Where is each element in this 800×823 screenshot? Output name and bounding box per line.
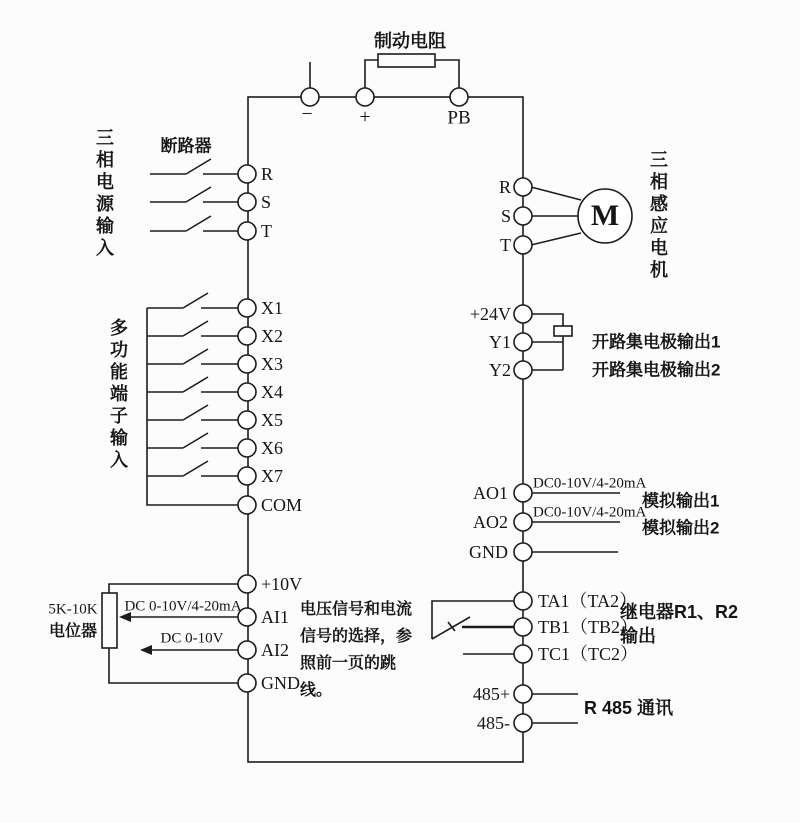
breaker-switches	[150, 159, 238, 231]
breaker-label: 断路器	[160, 136, 212, 156]
rs485-comm-label: R 485 通讯	[584, 698, 674, 718]
left-terminal-S: S	[261, 192, 272, 212]
terminal-485minus: 485-	[477, 713, 510, 733]
terminal-AO2: AO2	[473, 512, 508, 532]
terminal-Y1: Y1	[489, 332, 511, 352]
ao2-signal-label: DC0-10V/4-20mA	[533, 504, 647, 521]
brake-resistor-label: 制动电阻	[374, 31, 446, 51]
rs485-lines	[531, 694, 578, 723]
collector-load-symbol	[554, 326, 572, 336]
terminal-10V: +10V	[261, 574, 303, 594]
terminal-GND-right: GND	[469, 542, 508, 562]
analog-output2-label: 模拟输出2	[642, 518, 720, 538]
terminal-X1: X1	[261, 298, 283, 318]
terminal-minus: −	[301, 103, 313, 125]
analog-output-lines	[531, 493, 620, 552]
terminal-24V: +24V	[469, 304, 511, 324]
terminal-pb: PB	[447, 107, 471, 129]
right-terminal-R: R	[498, 177, 511, 197]
multi-function-label: 多功能端子输入	[108, 318, 128, 472]
motor-symbol: M	[590, 199, 620, 232]
terminal-AI1: AI1	[261, 607, 289, 627]
terminal-AI2: AI2	[261, 640, 289, 660]
left-terminal-T: T	[261, 221, 272, 241]
terminal-TC1: TC1（TC2）	[538, 644, 639, 664]
left-terminal-R: R	[261, 164, 274, 184]
terminal-GND-left: GND	[261, 673, 300, 693]
ai2-signal-label: DC 0-10V	[160, 630, 224, 647]
relay-label-line1: 继电器R1、R2	[620, 602, 739, 622]
collector-output-circuit	[531, 314, 572, 370]
terminal-X7: X7	[261, 466, 283, 486]
pot-name-label: 电位器	[48, 623, 98, 640]
relay-contact-symbol	[432, 601, 517, 654]
collector-output2-label: 开路集电极输出2	[592, 360, 721, 380]
terminal-TB1: TB1（TB2）	[538, 617, 639, 637]
brake-resistor-circuit	[310, 54, 459, 89]
relay-label-line2: 输出	[620, 626, 656, 646]
brake-resistor-symbol	[378, 54, 435, 67]
power-input-label: 三相电源输入	[94, 128, 114, 260]
collector-output1-label: 开路集电极输出1	[592, 332, 721, 352]
terminal-X2: X2	[261, 326, 283, 346]
right-terminal-S: S	[500, 206, 511, 226]
terminal-AO1: AO1	[473, 483, 508, 503]
ao1-signal-label: DC0-10V/4-20mA	[533, 475, 647, 492]
right-terminal-T: T	[500, 235, 511, 255]
pot-value-label: 5K-10K	[48, 601, 98, 618]
terminal-Y2: Y2	[489, 360, 511, 380]
terminal-X5: X5	[261, 410, 283, 430]
analog-output1-label: 模拟输出1	[642, 491, 720, 511]
digital-input-switches	[147, 293, 238, 505]
terminal-plus: +	[359, 106, 371, 128]
motor-label: 三相感应电机	[648, 150, 668, 282]
terminal-X6: X6	[261, 438, 283, 458]
ai1-signal-label: DC 0-10V/4-20mA	[124, 598, 242, 615]
jumper-note: 电压信号和电流信号的选择，参照前一页的跳线。	[300, 601, 413, 699]
ai2-arrow	[140, 645, 152, 655]
potentiometer-symbol	[102, 593, 117, 648]
terminal-X4: X4	[261, 382, 283, 402]
terminal-X3: X3	[261, 354, 283, 374]
terminal-COM: COM	[261, 495, 303, 515]
terminal-485plus: 485+	[472, 684, 510, 704]
terminal-TA1: TA1（TA2）	[538, 591, 638, 611]
